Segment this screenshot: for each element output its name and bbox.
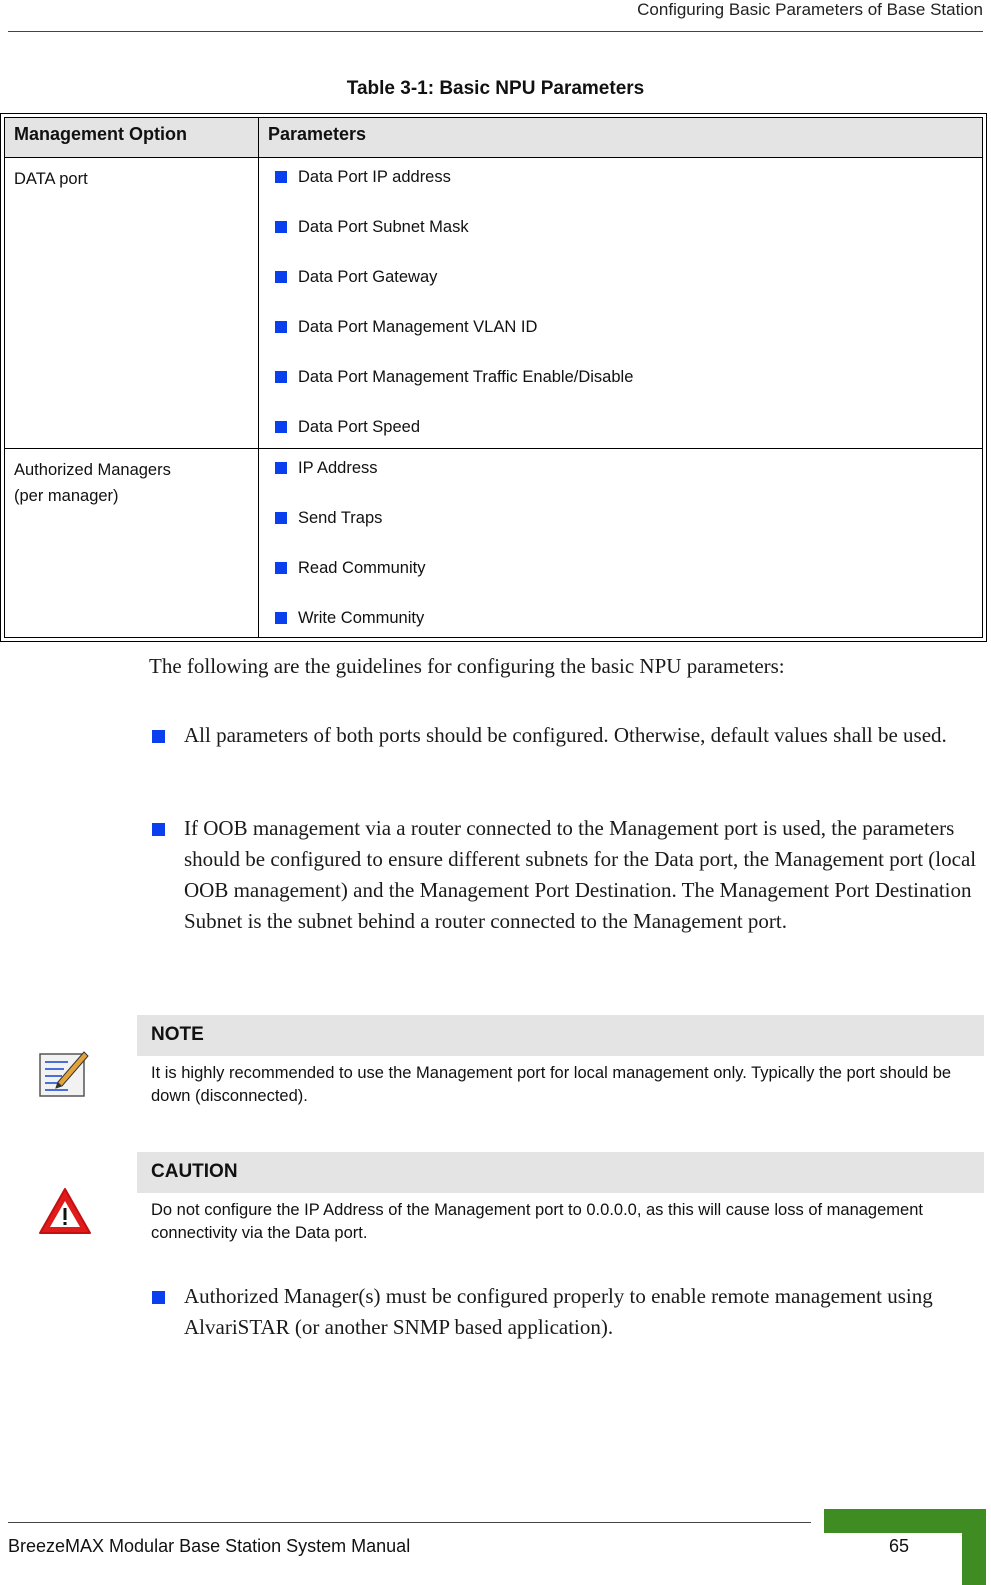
parameter-item: Send Traps [268,507,973,557]
note-text: It is highly recommended to use the Management port for local management only. Typically the port should be down (disconnected). [151,1064,952,1105]
parameters-table [0,113,987,642]
caution-heading: CAUTION [137,1152,984,1193]
guideline-bullet: All parameters of both ports should be configured. Otherwise, default values shall be used. [149,720,979,751]
warning-triangle-icon [38,1186,92,1236]
note-box [137,1015,984,1114]
bullet-square-icon [275,171,287,183]
footer-manual-title: BreezeMAX Modular Base Station System Manual [8,1536,411,1556]
note-heading: NOTE [137,1015,984,1056]
management-option-cell [5,449,259,638]
parameter-item: Write Community [268,607,973,633]
management-option-cell [5,158,259,449]
guideline-bullet: If OOB management via a router connected to the Management port is used, the parameters should be configured to ensure different subnets for the Data port, the Management port (local OOB management) and the Management Port Destination. The Management Port Destination Subnet is the subnet behind a router connected to the Management port. [149,813,979,937]
bullet-square-icon [275,562,287,574]
guideline-bullet: Authorized Manager(s) must be configured properly to enable remote management using AlvariSTAR (or another SNMP based application). [149,1281,979,1343]
column-header-parameters: Parameters [259,118,983,158]
header-rule [8,31,983,32]
management-option: Authorized Managers [14,461,171,479]
bullet-square-icon [275,371,287,383]
bullet-square-icon [152,1291,165,1304]
parameters-cell [259,449,983,638]
table-caption: Table 3-1: Basic NPU Parameters [346,78,645,99]
bullet-square-icon [275,512,287,524]
table-row [5,158,983,449]
bullet-square-icon [275,271,287,283]
management-option: DATA port [14,170,88,188]
parameters-cell [259,158,983,449]
bullet-square-icon [275,462,287,474]
bullet-square-icon [275,221,287,233]
bullet-square-icon [152,730,165,743]
parameter-item: IP Address [268,457,973,507]
running-header: Configuring Basic Parameters of Base Station [637,0,983,19]
parameter-item: Data Port Speed [268,416,973,442]
footer-rule [8,1522,811,1523]
parameter-item: Data Port Management Traffic Enable/Disable [268,366,973,416]
management-option-qualifier: (per manager) [14,487,119,505]
caution-text: Do not configure the IP Address of the Management port to 0.0.0.0, as this will cause loss of management connectivity via the Data port. [151,1201,923,1242]
intro-paragraph: The following are the guidelines for configuring the basic NPU parameters: [149,654,785,678]
parameter-item: Data Port Gateway [268,266,973,316]
column-header-management-option: Management Option [5,118,259,158]
parameter-item: Data Port IP address [268,166,973,216]
bullet-square-icon [152,823,165,836]
parameter-item: Data Port Management VLAN ID [268,316,973,366]
parameter-item: Read Community [268,557,973,607]
note-pencil-icon [38,1048,90,1100]
footer-accent-bar-vertical [962,1509,986,1585]
table-row [5,449,983,638]
bullet-square-icon [275,421,287,433]
caution-box [137,1152,984,1251]
page-number: 65 [889,1536,910,1556]
bullet-square-icon [275,321,287,333]
bullet-square-icon [275,612,287,624]
parameter-item: Data Port Subnet Mask [268,216,973,266]
